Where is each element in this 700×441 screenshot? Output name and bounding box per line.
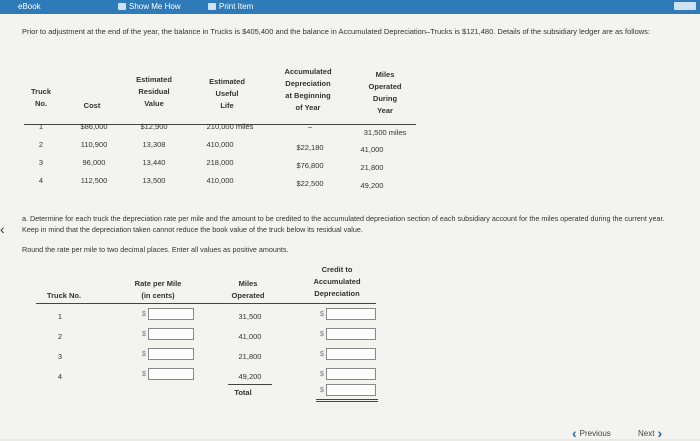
answer-miles: 41,000 (238, 332, 262, 341)
cell-residual: 13,308 (142, 140, 166, 149)
problem-page (0, 14, 700, 439)
print-item-button[interactable] (208, 2, 253, 11)
cell-life: 410,000 (206, 176, 234, 185)
rate-input-3[interactable] (148, 348, 194, 360)
answer-header-credit: Credit to Accumulated Depreciation (313, 265, 361, 298)
cell-residual: 13,440 (142, 158, 166, 167)
cell-no: 3 (38, 158, 44, 167)
answer-miles: 49,200 (238, 372, 262, 381)
answer-header-rule (36, 303, 376, 304)
rounding-note: Round the rate per mile to two decimal places. Enter all values as positive amounts. (22, 245, 289, 254)
print-icon (208, 3, 216, 10)
header-life: Estimated Useful Life (209, 77, 245, 110)
ebook-label: eBook (18, 2, 41, 11)
cell-no: 4 (38, 176, 44, 185)
answer-header-rate: Rate per Mile (in cents) (134, 279, 182, 300)
cell-cost: $86,000 (80, 122, 108, 131)
cell-miles: 49,200 (360, 181, 384, 190)
cell-cost: 110,900 (80, 140, 108, 149)
ebook-link[interactable] (18, 2, 41, 11)
answer-header-miles: Miles Operated (231, 279, 265, 300)
dollar-sign: $ (142, 371, 146, 378)
cell-accum: $22,500 (296, 179, 324, 188)
answer-miles: 31,500 (238, 312, 262, 321)
answer-truck-no: 3 (57, 352, 63, 361)
cell-accum: $22,180 (296, 143, 324, 152)
cell-residual: $12,900 (140, 122, 168, 131)
header-truck-no: Truck No. (30, 87, 51, 108)
header-residual: Estimated Residual Value (136, 75, 172, 108)
previous-label: Previous (579, 428, 611, 438)
total-label: Total (234, 388, 252, 397)
dollar-sign: $ (320, 331, 324, 338)
credit-input-4[interactable] (326, 368, 376, 380)
rate-input-4[interactable] (148, 368, 194, 380)
dollar-sign: $ (320, 371, 324, 378)
answer-truck-no: 1 (57, 312, 63, 321)
credit-input-3[interactable] (326, 348, 376, 360)
video-icon (118, 3, 126, 10)
rate-input-1[interactable] (148, 308, 194, 320)
cell-cost: 96,000 (82, 158, 106, 167)
cell-cost: 112,500 (80, 176, 108, 185)
cell-life: 410,000 (206, 140, 234, 149)
chevron-left-icon[interactable]: ‹ (0, 221, 5, 237)
next-label: Next (638, 428, 655, 438)
cell-accum: $76,800 (296, 161, 324, 170)
answer-truck-no: 2 (57, 332, 63, 341)
dollar-sign: $ (320, 387, 324, 394)
next-button[interactable] (638, 427, 662, 439)
dollar-sign: $ (320, 351, 324, 358)
miles-total-rule (228, 384, 272, 385)
header-cost: Cost (83, 101, 101, 110)
dollar-sign: $ (142, 311, 146, 318)
rate-input-2[interactable] (148, 328, 194, 340)
chevron-left-icon: ‹ (572, 425, 577, 441)
credit-input-2[interactable] (326, 328, 376, 340)
credit-input-1[interactable] (326, 308, 376, 320)
toolbar-right-button[interactable] (674, 2, 696, 10)
header-accum: Accumulated Depreciation at Beginning of Year (284, 67, 332, 112)
cell-no: 2 (38, 140, 44, 149)
print-item-label: Print Item (219, 2, 254, 11)
cell-miles: 41,000 (360, 145, 384, 154)
total-double-rule-2 (316, 401, 378, 402)
answer-truck-no: 4 (57, 372, 63, 381)
dollar-sign: $ (142, 331, 146, 338)
question-text: a. Determine for each truck the depreciation rate per mile and the amount to be credited to the accumulated depreciation section of each subsidiary account for the miles operated during the current year. Keep in mind that the depreciation taken cannot reduce the book value of the truck below its residual value. (22, 214, 665, 234)
show-me-how-label: Show Me How (129, 2, 181, 11)
chevron-right-icon: › (657, 425, 663, 441)
total-double-rule (316, 399, 378, 400)
cell-miles: 31,500 miles (363, 128, 407, 137)
answer-miles: 21,800 (238, 352, 262, 361)
header-miles: Miles Operated During Year (368, 70, 402, 115)
cell-accum: – (307, 122, 313, 131)
credit-total-input[interactable] (326, 384, 376, 396)
cell-residual: 13,500 (142, 176, 166, 185)
cell-miles: 21,800 (360, 163, 384, 172)
answer-header-truck-no: Truck No. (46, 291, 82, 300)
previous-button[interactable] (572, 427, 611, 439)
dollar-sign: $ (320, 311, 324, 318)
cell-life: 218,000 (206, 158, 234, 167)
top-toolbar (0, 0, 700, 14)
cell-no: 1 (38, 122, 44, 131)
show-me-how-button[interactable] (118, 2, 181, 11)
dollar-sign: $ (142, 351, 146, 358)
cell-life: 210,000 miles (206, 122, 254, 131)
problem-intro: Prior to adjustment at the end of the year, the balance in Trucks is $405,400 and the balance in Accumulated Depreciation–Trucks is $121,480. Details of the subsidiary ledger are as follows: (22, 27, 651, 36)
